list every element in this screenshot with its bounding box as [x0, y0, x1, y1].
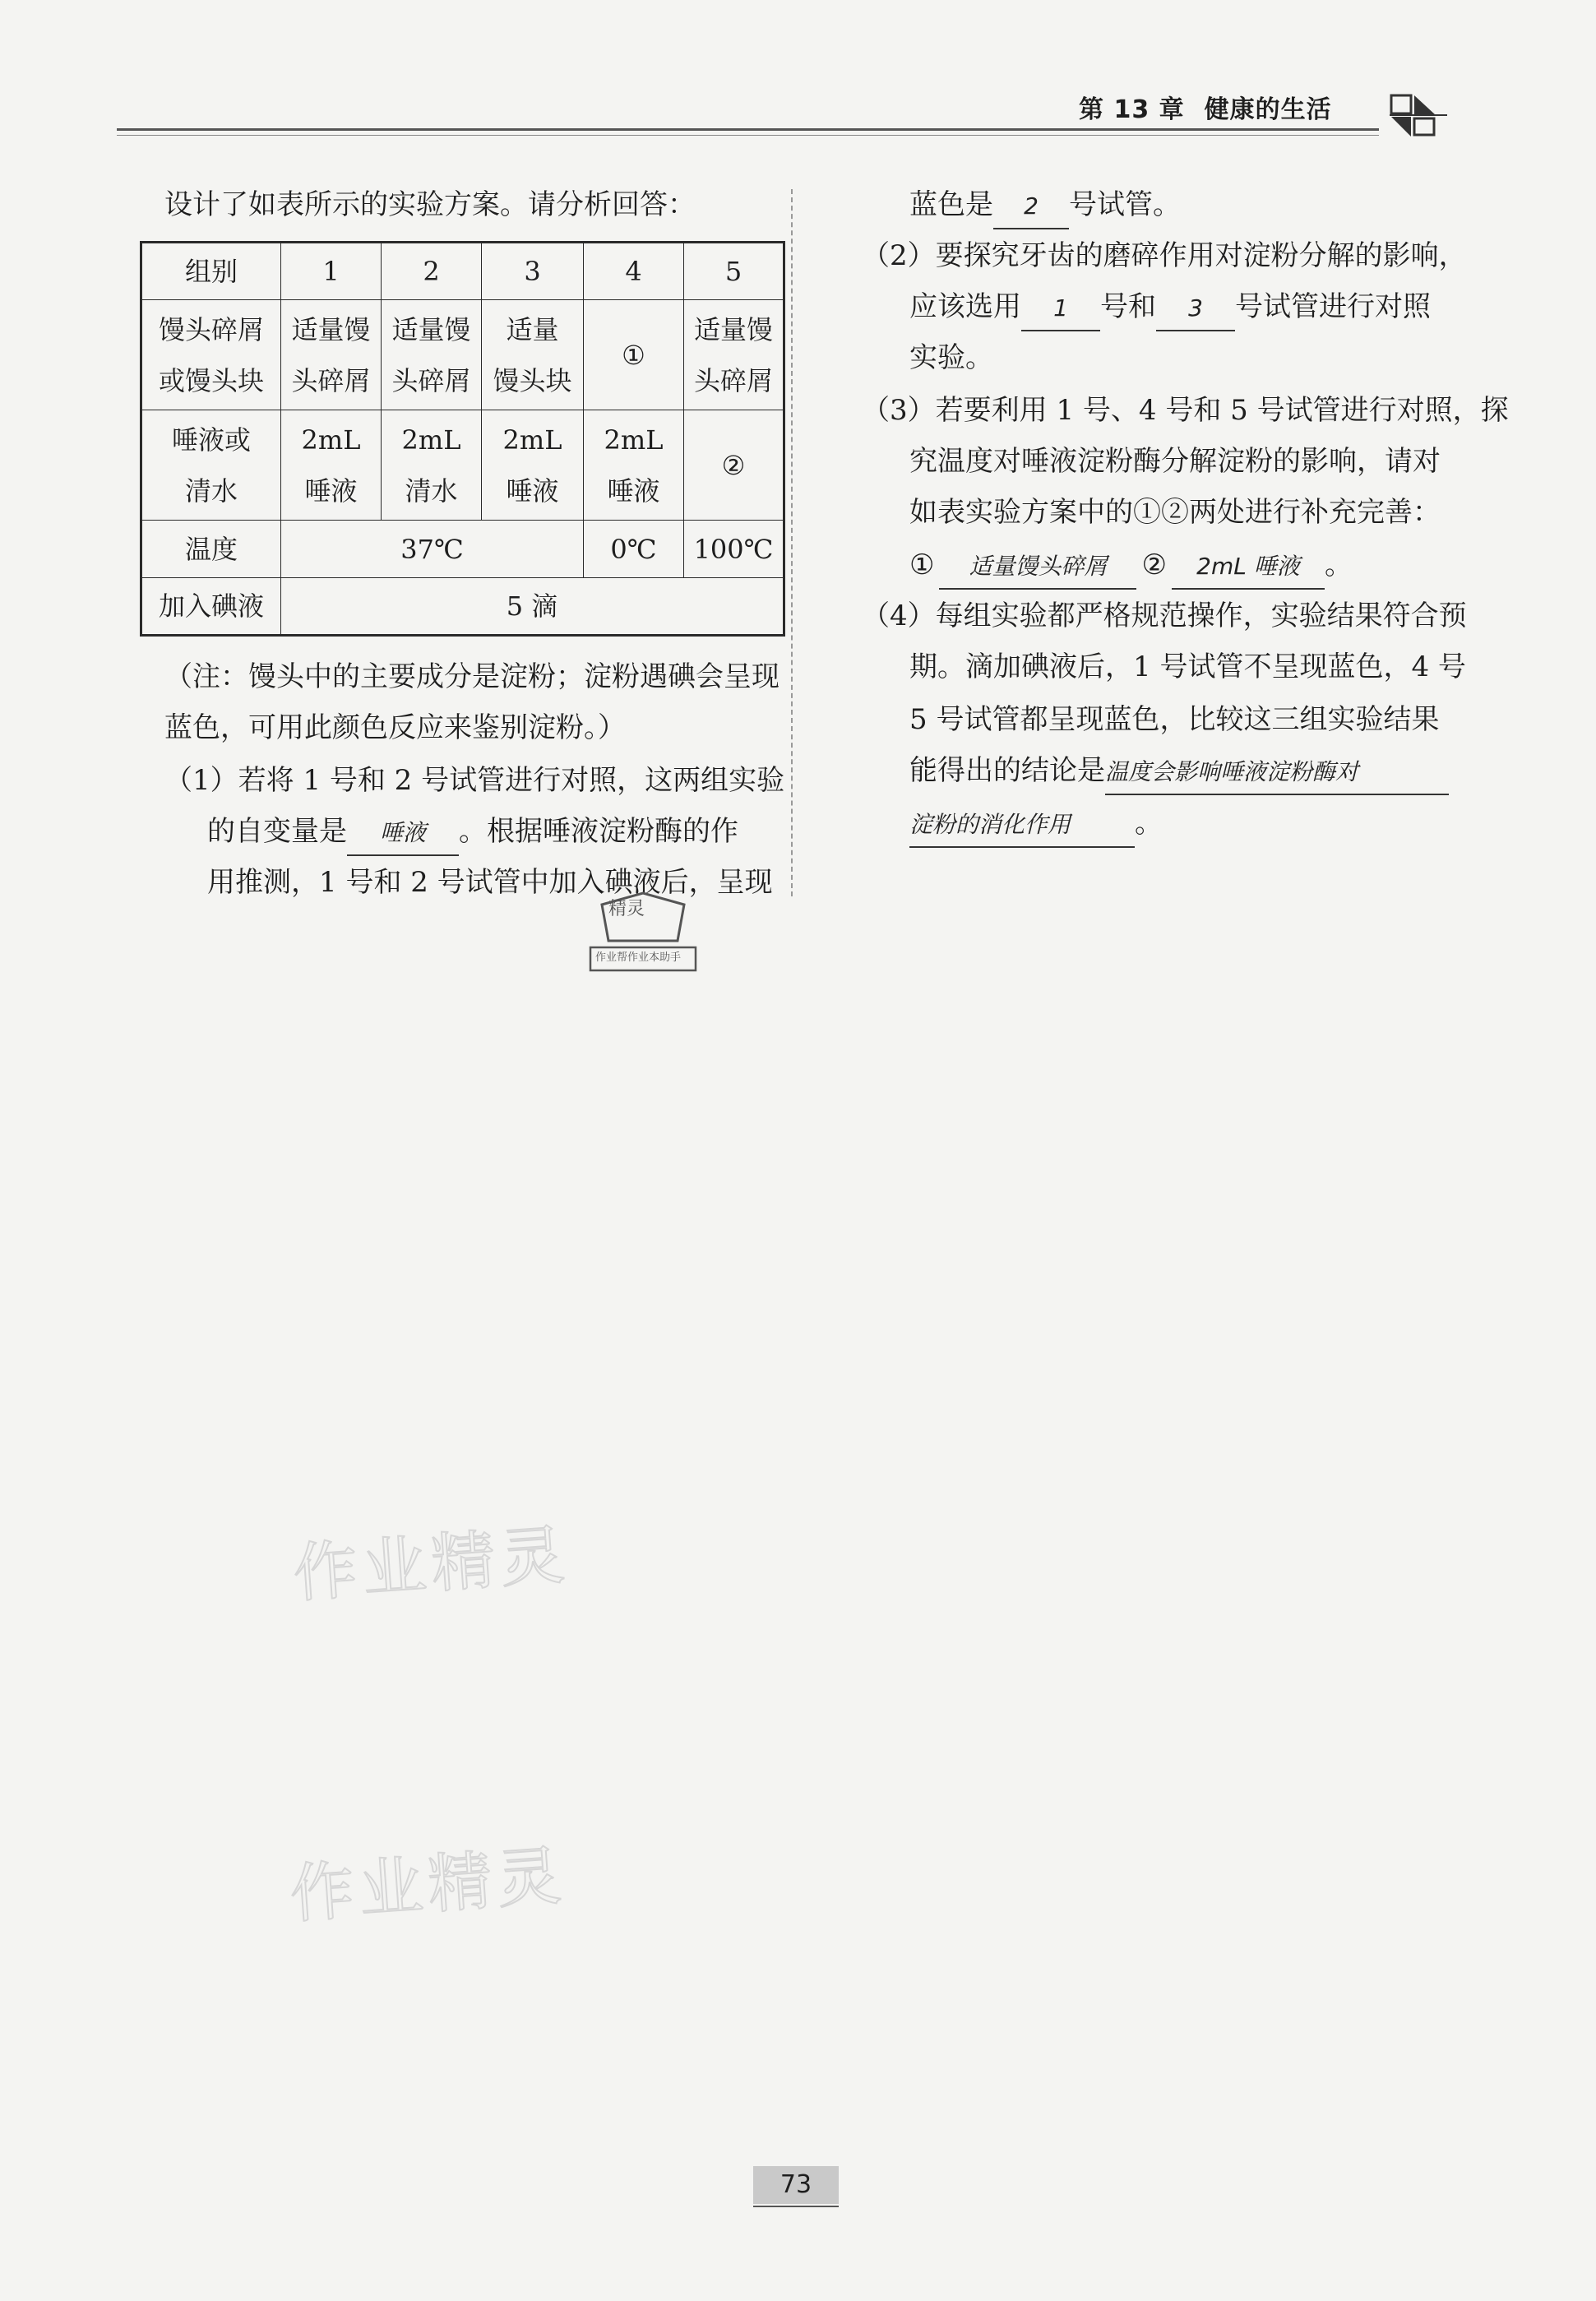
stamp-text: 精灵 [608, 899, 645, 919]
question-3-text: 如表实验方案中的①②两处进行补充完善： [909, 496, 1441, 529]
question-3-text: 究温度对唾液淀粉酶分解淀粉的影响，请对 [909, 445, 1441, 478]
table-cell-blank-1: ① [584, 300, 684, 410]
note-text: 蓝色，可用此颜色反应来鉴别淀粉。） [164, 711, 626, 744]
table-row [141, 578, 784, 636]
table-cell: 100℃ [684, 521, 784, 578]
question-4-text: 淀粉的消化作用 。 [909, 798, 1163, 849]
page-number: 73 [753, 2166, 839, 2204]
table-cell: 适量 馒头块 [482, 300, 584, 410]
answer-blank[interactable]: 适量馒头碎屑 [939, 545, 1136, 590]
table-row-label: 唾液或 清水 [141, 410, 281, 521]
answer-blank[interactable]: 1 [1021, 287, 1100, 331]
table-row-label: 馒头碎屑 或馒头块 [141, 300, 281, 410]
table-cell: 4 [584, 243, 684, 300]
answer-blank[interactable]: 3 [1156, 287, 1235, 331]
note-text: （注：馒头中的主要成分是淀粉；淀粉遇碘会呈现 [164, 660, 779, 693]
question-1-text: （1）若将 1 号和 2 号试管进行对照，这两组实验 [164, 764, 785, 797]
question-2-text: 应该选用 1 号和 3 号试管进行对照 [909, 281, 1431, 332]
table-cell: 5 [684, 243, 784, 300]
chapter-title: 健康的生活 [1204, 95, 1332, 124]
table-cell: 2 [382, 243, 482, 300]
question-1-continued: 蓝色是 2 号试管。 [909, 179, 1181, 230]
header-rule-thin [117, 135, 1379, 136]
question-4-text: 5 号试管都呈现蓝色，比较这三组实验结果 [909, 703, 1440, 736]
chapter-heading [1079, 89, 1332, 125]
table-cell: 37℃ [281, 521, 584, 578]
header-rule [117, 128, 1379, 131]
experiment-table [140, 241, 785, 637]
table-cell: 5 滴 [281, 578, 784, 636]
answer-blank[interactable]: 2 [993, 185, 1069, 229]
question-1-text: 用推测，1 号和 2 号试管中加入碘液后，呈现 [207, 866, 773, 899]
table-cell: 组别 [141, 243, 281, 300]
table-cell: 适量馒 头碎屑 [684, 300, 784, 410]
question-3-answers: ① 适量馒头碎屑 ② 2mL 唾液 。 [909, 539, 1353, 590]
table-row-label: 温度 [141, 521, 281, 578]
question-4-text: 期。滴加碘液后，1 号试管不呈现蓝色，4 号 [909, 650, 1466, 683]
answer-blank[interactable]: 淀粉的消化作用 [909, 803, 1135, 848]
table-header-row [141, 243, 784, 300]
chapter-number: 第 13 章 [1079, 95, 1185, 124]
table-cell: 适量馒 头碎屑 [281, 300, 382, 410]
watermark: 作业精灵 [287, 1839, 569, 1933]
table-cell: 3 [482, 243, 584, 300]
table-row-label: 加入碘液 [141, 578, 281, 636]
answer-blank[interactable]: 2mL 唾液 [1172, 545, 1325, 590]
table-cell: 0℃ [584, 521, 684, 578]
table-row [141, 521, 784, 578]
table-cell: 2mL 唾液 [281, 410, 382, 521]
chapter-logo-icon [1390, 92, 1447, 138]
table-row [141, 410, 784, 521]
answer-blank[interactable]: 唾液 [347, 812, 459, 856]
watermark: 作业精灵 [290, 1518, 572, 1612]
question-4-text: （4）每组实验都严格规范操作，实验结果符合预 [862, 600, 1467, 632]
question-3-text: （3）若要利用 1 号、4 号和 5 号试管进行对照，探 [862, 394, 1509, 427]
table-cell: 1 [281, 243, 382, 300]
intro-text: 设计了如表所示的实验方案。请分析回答： [164, 188, 696, 221]
table-cell: 2mL 唾液 [482, 410, 584, 521]
table-cell: 适量馒 头碎屑 [382, 300, 482, 410]
table-cell-blank-2: ② [684, 410, 784, 521]
table-cell: 2mL 清水 [382, 410, 482, 521]
question-4-text: 能得出的结论是温度会影响唾液淀粉酶对 [909, 745, 1449, 796]
page-number-rule [753, 2206, 839, 2207]
table-row [141, 300, 784, 410]
answer-blank[interactable]: 温度会影响唾液淀粉酶对 [1105, 751, 1449, 795]
question-1-text: 的自变量是 唾液 。根据唾液淀粉酶的作 [207, 806, 738, 857]
stamp-text: 作业帮作业本助手 [595, 951, 682, 964]
question-2-text: 实验。 [909, 341, 993, 374]
question-2-text: （2）要探究牙齿的磨碎作用对淀粉分解的影响， [862, 239, 1467, 272]
column-divider [791, 189, 793, 896]
table-cell: 2mL 唾液 [584, 410, 684, 521]
